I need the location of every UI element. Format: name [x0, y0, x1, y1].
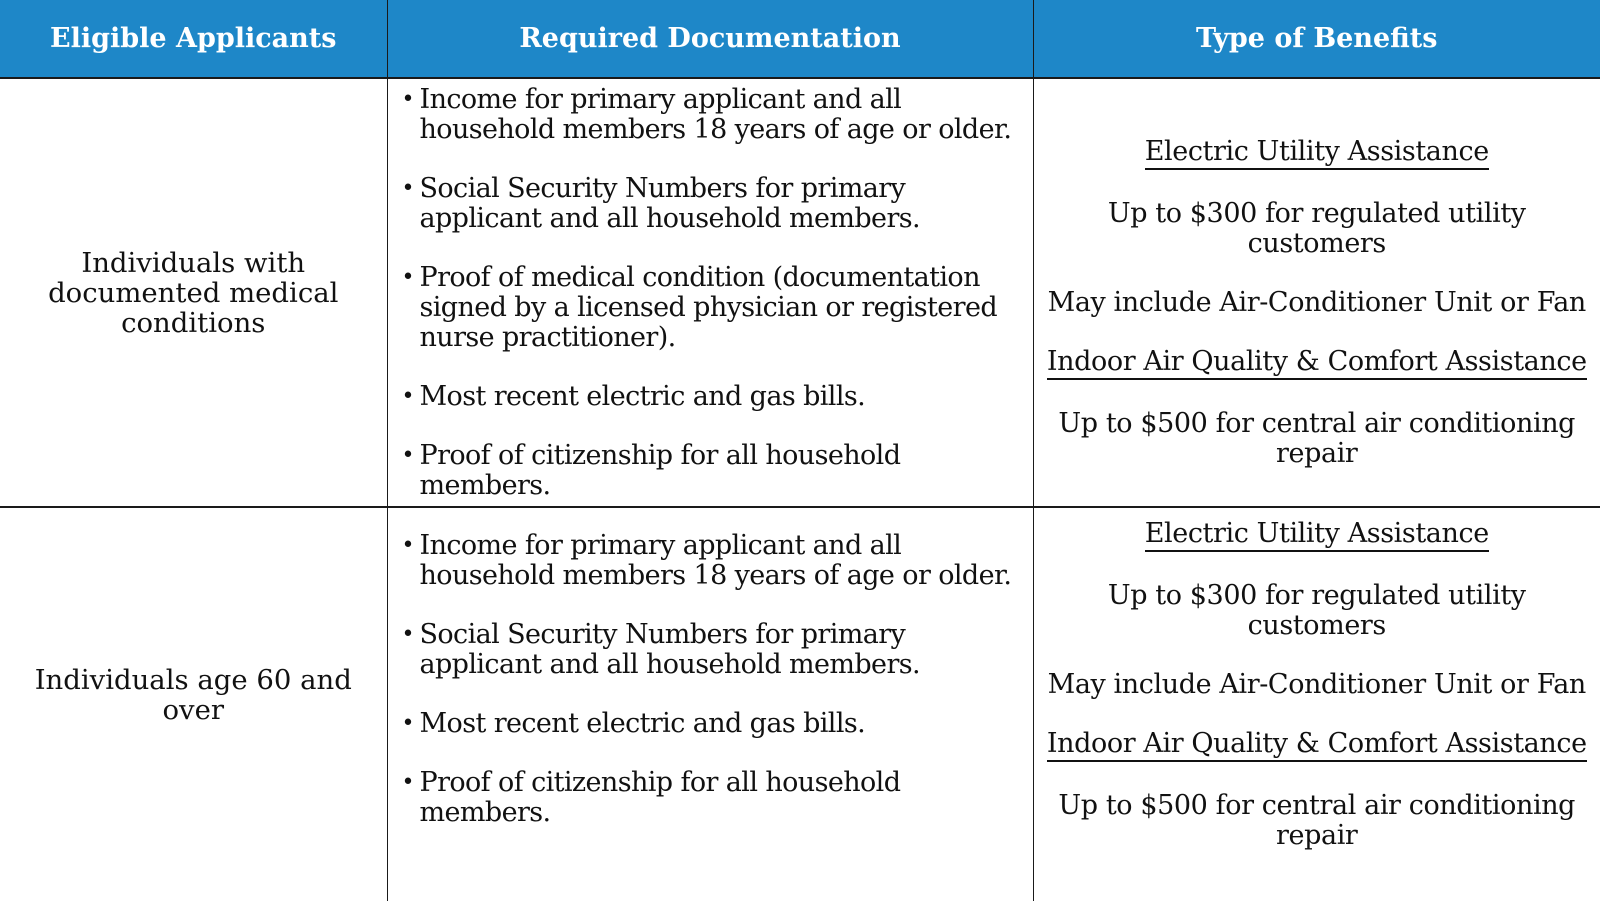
- bullet-icon: •: [402, 174, 414, 204]
- doc-text: Income for primary applicant and all household members 18 years of age or older.: [420, 530, 1012, 591]
- applicant-label: Individuals with documented medical conditions: [0, 248, 387, 338]
- bullet-icon: •: [402, 709, 414, 739]
- bullet-icon: •: [402, 768, 414, 798]
- bullet-icon: •: [402, 382, 414, 412]
- benefits-cell: [1033, 507, 1600, 901]
- doc-text: Social Security Numbers for primary applicant and all household members.: [420, 619, 920, 680]
- applicant-label: Individuals age 60 and over: [0, 665, 387, 745]
- doc-text: Most recent electric and gas bills.: [420, 381, 866, 412]
- benefits-block: [1034, 117, 1600, 469]
- doc-text: Proof of medical condition (documentation signed by a licensed physician or registered nurse practitioner).: [420, 262, 998, 353]
- benefit-line: Up to $300 for regulated utility customers: [1040, 199, 1595, 259]
- list-item: [402, 620, 1023, 680]
- doc-text: Social Security Numbers for primary applicant and all household members.: [420, 173, 920, 234]
- table-body: [0, 78, 1600, 901]
- applicant-cell: [0, 78, 387, 507]
- benefit-line: Up to $500 for central air conditioning repair: [1040, 791, 1595, 851]
- doc-text: Proof of citizenship for all household members.: [420, 767, 901, 828]
- table-row: [0, 507, 1600, 901]
- header-type-of-benefits: Type of Benefits: [1033, 0, 1600, 78]
- bullet-icon: •: [402, 263, 414, 293]
- bullet-icon: •: [402, 85, 414, 115]
- list-item: [402, 85, 1023, 145]
- table-row: [0, 78, 1600, 507]
- benefit-line: May include Air-Conditioner Unit or Fan: [1040, 288, 1595, 318]
- list-item: [402, 441, 1023, 501]
- benefits-block: [1034, 519, 1600, 891]
- benefit-heading-electric: Electric Utility Assistance: [1145, 519, 1489, 552]
- header-eligible-applicants: Eligible Applicants: [0, 0, 387, 78]
- benefit-line: Up to $300 for regulated utility customers: [1040, 581, 1595, 641]
- documentation-cell: [387, 78, 1033, 507]
- bullet-icon: •: [402, 620, 414, 650]
- benefit-line: Up to $500 for central air conditioning repair: [1040, 409, 1595, 469]
- documentation-cell: [387, 507, 1033, 901]
- table-header: [0, 0, 1600, 78]
- benefit-heading-air-quality: Indoor Air Quality & Comfort Assistance: [1047, 347, 1587, 380]
- applicant-cell: [0, 507, 387, 901]
- list-item: [402, 263, 1023, 353]
- header-row: [0, 0, 1600, 78]
- bullet-icon: •: [402, 441, 414, 471]
- bullet-icon: •: [402, 531, 414, 561]
- documentation-list: [388, 85, 1033, 501]
- list-item: [402, 768, 1023, 828]
- list-item: [402, 174, 1023, 234]
- benefit-heading-electric: Electric Utility Assistance: [1145, 137, 1489, 170]
- header-required-documentation: Required Documentation: [387, 0, 1033, 78]
- doc-text: Income for primary applicant and all household members 18 years of age or older.: [420, 84, 1012, 145]
- list-item: [402, 709, 1023, 739]
- benefits-cell: [1033, 78, 1600, 507]
- benefit-line: May include Air-Conditioner Unit or Fan: [1040, 670, 1595, 700]
- list-item: [402, 531, 1023, 591]
- benefit-heading-air-quality: Indoor Air Quality & Comfort Assistance: [1047, 729, 1587, 762]
- doc-text: Most recent electric and gas bills.: [420, 708, 866, 739]
- list-item: [402, 382, 1023, 412]
- documentation-list: [388, 531, 1033, 878]
- doc-text: Proof of citizenship for all household members.: [420, 440, 901, 501]
